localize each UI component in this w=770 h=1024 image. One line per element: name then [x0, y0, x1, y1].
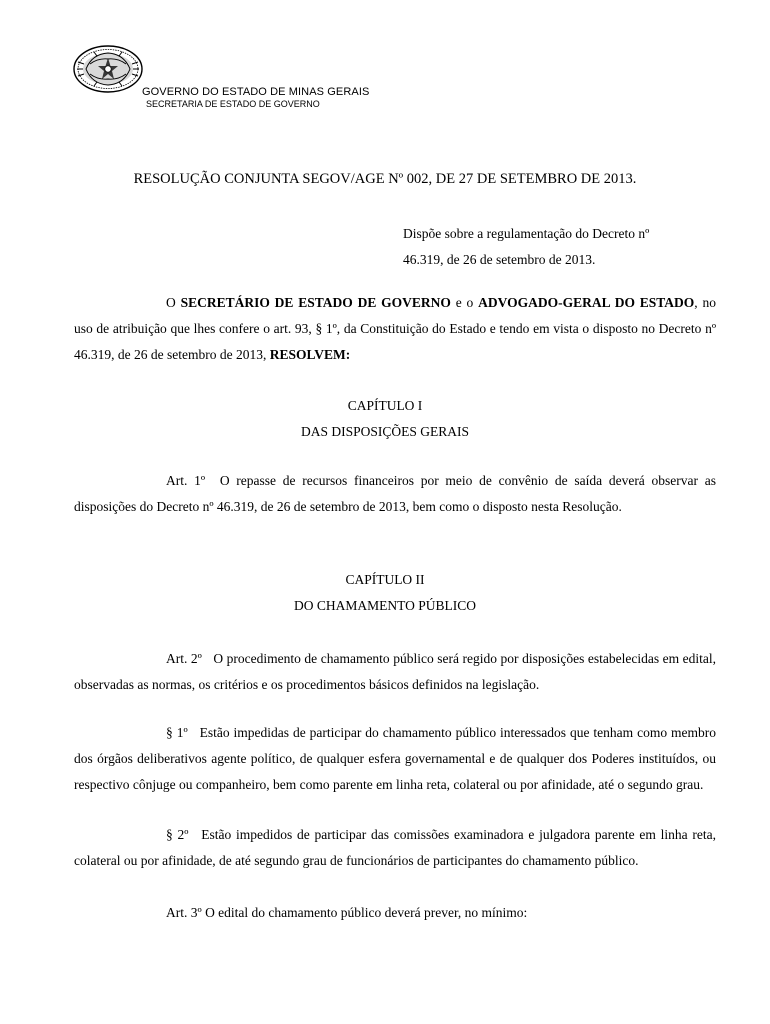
paragraph-1-label: § 1º	[166, 725, 188, 740]
article-2-paragraph-1	[74, 720, 716, 798]
article-2-paragraph-2	[74, 822, 716, 874]
paragraph-2-label: § 2º	[166, 827, 189, 842]
article-1-text: O repasse de recursos financeiros por meio de convênio de saída deverá observar as disposições do Decreto nº 46.319, de 26 de setembro de 2013, bem como o disposto nesta Resolução.	[74, 473, 717, 514]
resolution-title: RESOLUÇÃO CONJUNTA SEGOV/AGE Nº 002, DE 27 DE SETEMBRO DE 2013.	[133, 171, 637, 187]
paragraph-1-text: Estão impedidas de participar do chamamento público interessados que tenham como membro dos órgãos deliberativos agente político, de qualquer esfera governamental e de qualquer dos Poderes instituídos, ou respectivo cônjuge ou companheiro, bem como parente em linha reta, colateral ou por afinidade, até o segundo grau.	[74, 725, 717, 792]
preamble	[74, 290, 716, 368]
preamble-advocate: ADVOGADO-GERAL DO ESTADO	[478, 295, 695, 310]
preamble-text-2: e o	[450, 295, 479, 310]
coat-of-arms-seal	[72, 44, 144, 94]
article-3-label: Art. 3º	[166, 905, 202, 920]
letterhead-secretariat: SECRETARIA DE ESTADO DE GOVERNO	[146, 99, 320, 109]
ementa-line-2: 46.319, de 26 de setembro de 2013.	[403, 252, 596, 267]
chapter-2-number: CAPÍTULO II	[345, 572, 425, 587]
chapter-2-name: DO CHAMAMENTO PÚBLICO	[293, 598, 476, 613]
preamble-text-3: , no uso de atribuição que lhes confere o art. 93, § 1º, da Constituição do Estado e tendo em vista o disposto no Decreto nº 46.319, de 26 de setembro de 2013,	[74, 295, 716, 362]
article-1	[74, 468, 716, 520]
preamble-secretary: SECRETÁRIO DE ESTADO DE GOVERNO	[180, 295, 451, 310]
article-2	[74, 646, 716, 698]
chapter-1-number: CAPÍTULO I	[347, 398, 423, 413]
article-1-label: Art. 1º	[166, 473, 206, 488]
ementa-line-1: Dispõe sobre a regulamentação do Decreto nº	[403, 226, 650, 241]
article-3	[74, 900, 716, 926]
paragraph-2-text: Estão impedidos de participar das comissões examinadora e julgadora parente em linha reta, colateral ou por afinidade, de até segundo grau de funcionários de participantes do chamamento público.	[74, 827, 717, 868]
article-2-text: O procedimento de chamamento público será regido por disposições estabelecidas em edital, observadas as normas, os critérios e os procedimentos básicos definidos na legislação.	[74, 651, 716, 692]
preamble-resolve: RESOLVEM:	[269, 347, 351, 362]
chapter-1-name: DAS DISPOSIÇÕES GERAIS	[300, 424, 470, 439]
article-3-text: O edital do chamamento público deverá prever, no mínimo:	[205, 905, 528, 920]
ementa	[403, 221, 733, 273]
preamble-text-1: O	[166, 295, 181, 310]
article-2-label: Art. 2º	[166, 651, 202, 666]
letterhead-government: GOVERNO DO ESTADO DE MINAS GERAIS	[142, 86, 370, 98]
